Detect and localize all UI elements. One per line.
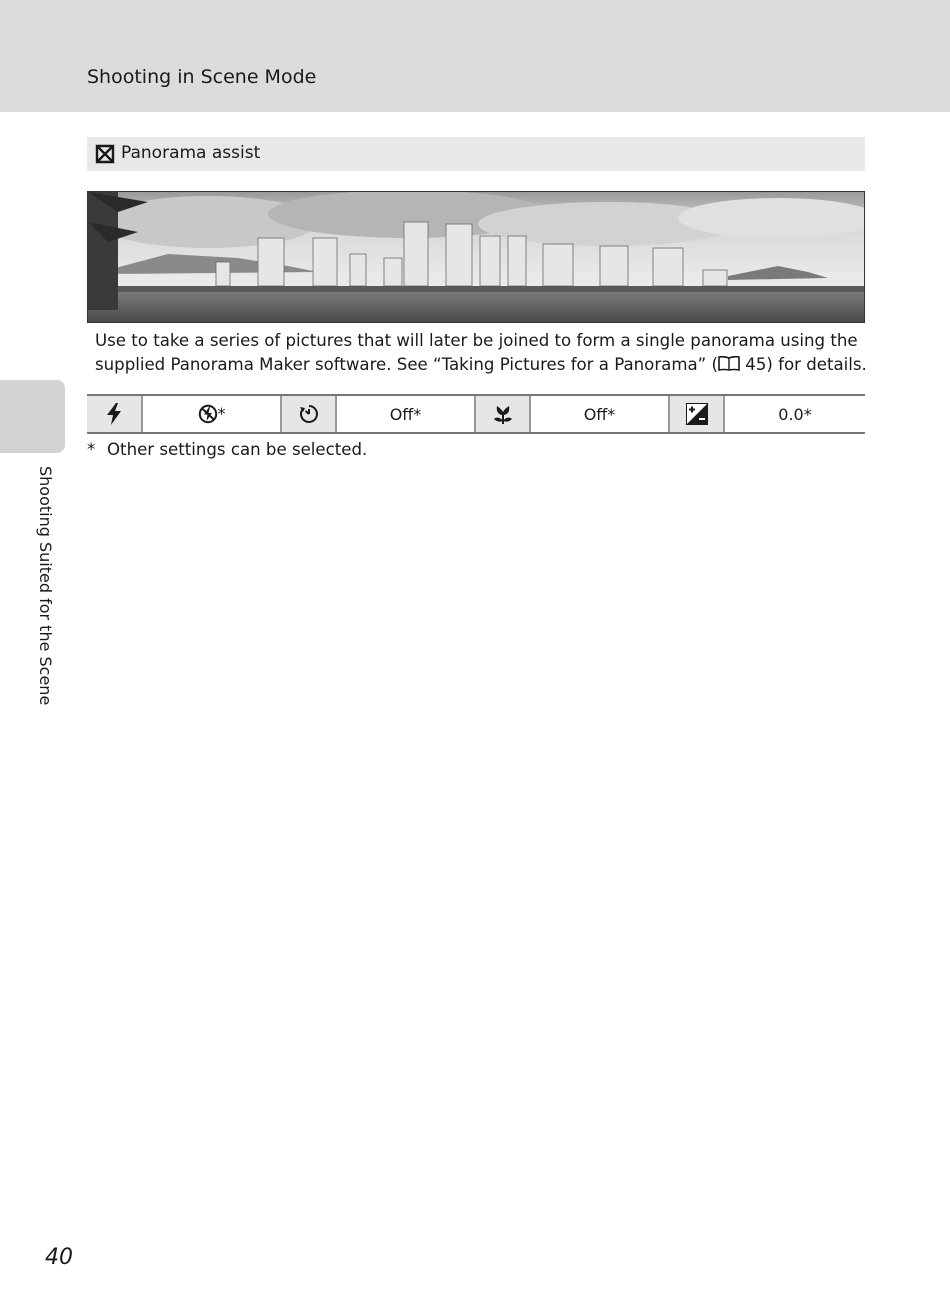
self-timer-icon	[298, 403, 320, 425]
description-line-1: Use to take a series of pictures that will later be joined to form a single panorama using the	[95, 331, 858, 350]
description	[95, 329, 865, 376]
flash-mode-asterisk: *	[217, 403, 226, 423]
settings-table	[87, 394, 865, 434]
macro-mode-value: Off*	[530, 395, 669, 433]
chapter-tab-label: Shooting Suited for the Scene	[36, 466, 55, 706]
flash-icon	[105, 403, 123, 425]
section-title: Panorama assist	[121, 143, 261, 163]
panorama-assist-icon	[95, 144, 115, 164]
footnote	[87, 440, 367, 459]
header-band	[0, 0, 950, 112]
macro-mode-cell	[475, 395, 530, 433]
flash-mode-value	[142, 395, 281, 433]
description-line-2	[95, 353, 865, 377]
description-text-before: supplied Panorama Maker software. See “Taking Pictures for a Panorama” (	[95, 354, 718, 374]
flash-off-icon	[198, 404, 218, 424]
self-timer-value: Off*	[336, 395, 475, 433]
self-timer-cell	[281, 395, 336, 433]
page-reference: 45) for details.	[740, 354, 867, 374]
macro-icon	[492, 403, 514, 425]
settings-row	[87, 395, 865, 433]
book-icon	[718, 356, 740, 371]
section-heading	[87, 137, 865, 171]
footnote-mark: *	[87, 440, 96, 459]
panorama-photo	[87, 191, 865, 323]
page-header-title: Shooting in Scene Mode	[87, 66, 317, 88]
page-number: 40	[45, 1245, 73, 1270]
footnote-text: Other settings can be selected.	[107, 440, 368, 459]
flash-mode-cell	[87, 395, 142, 433]
exposure-compensation-icon	[686, 403, 708, 425]
chapter-tab	[0, 380, 65, 453]
exposure-compensation-cell	[669, 395, 724, 433]
exposure-compensation-value: 0.0*	[724, 395, 865, 433]
